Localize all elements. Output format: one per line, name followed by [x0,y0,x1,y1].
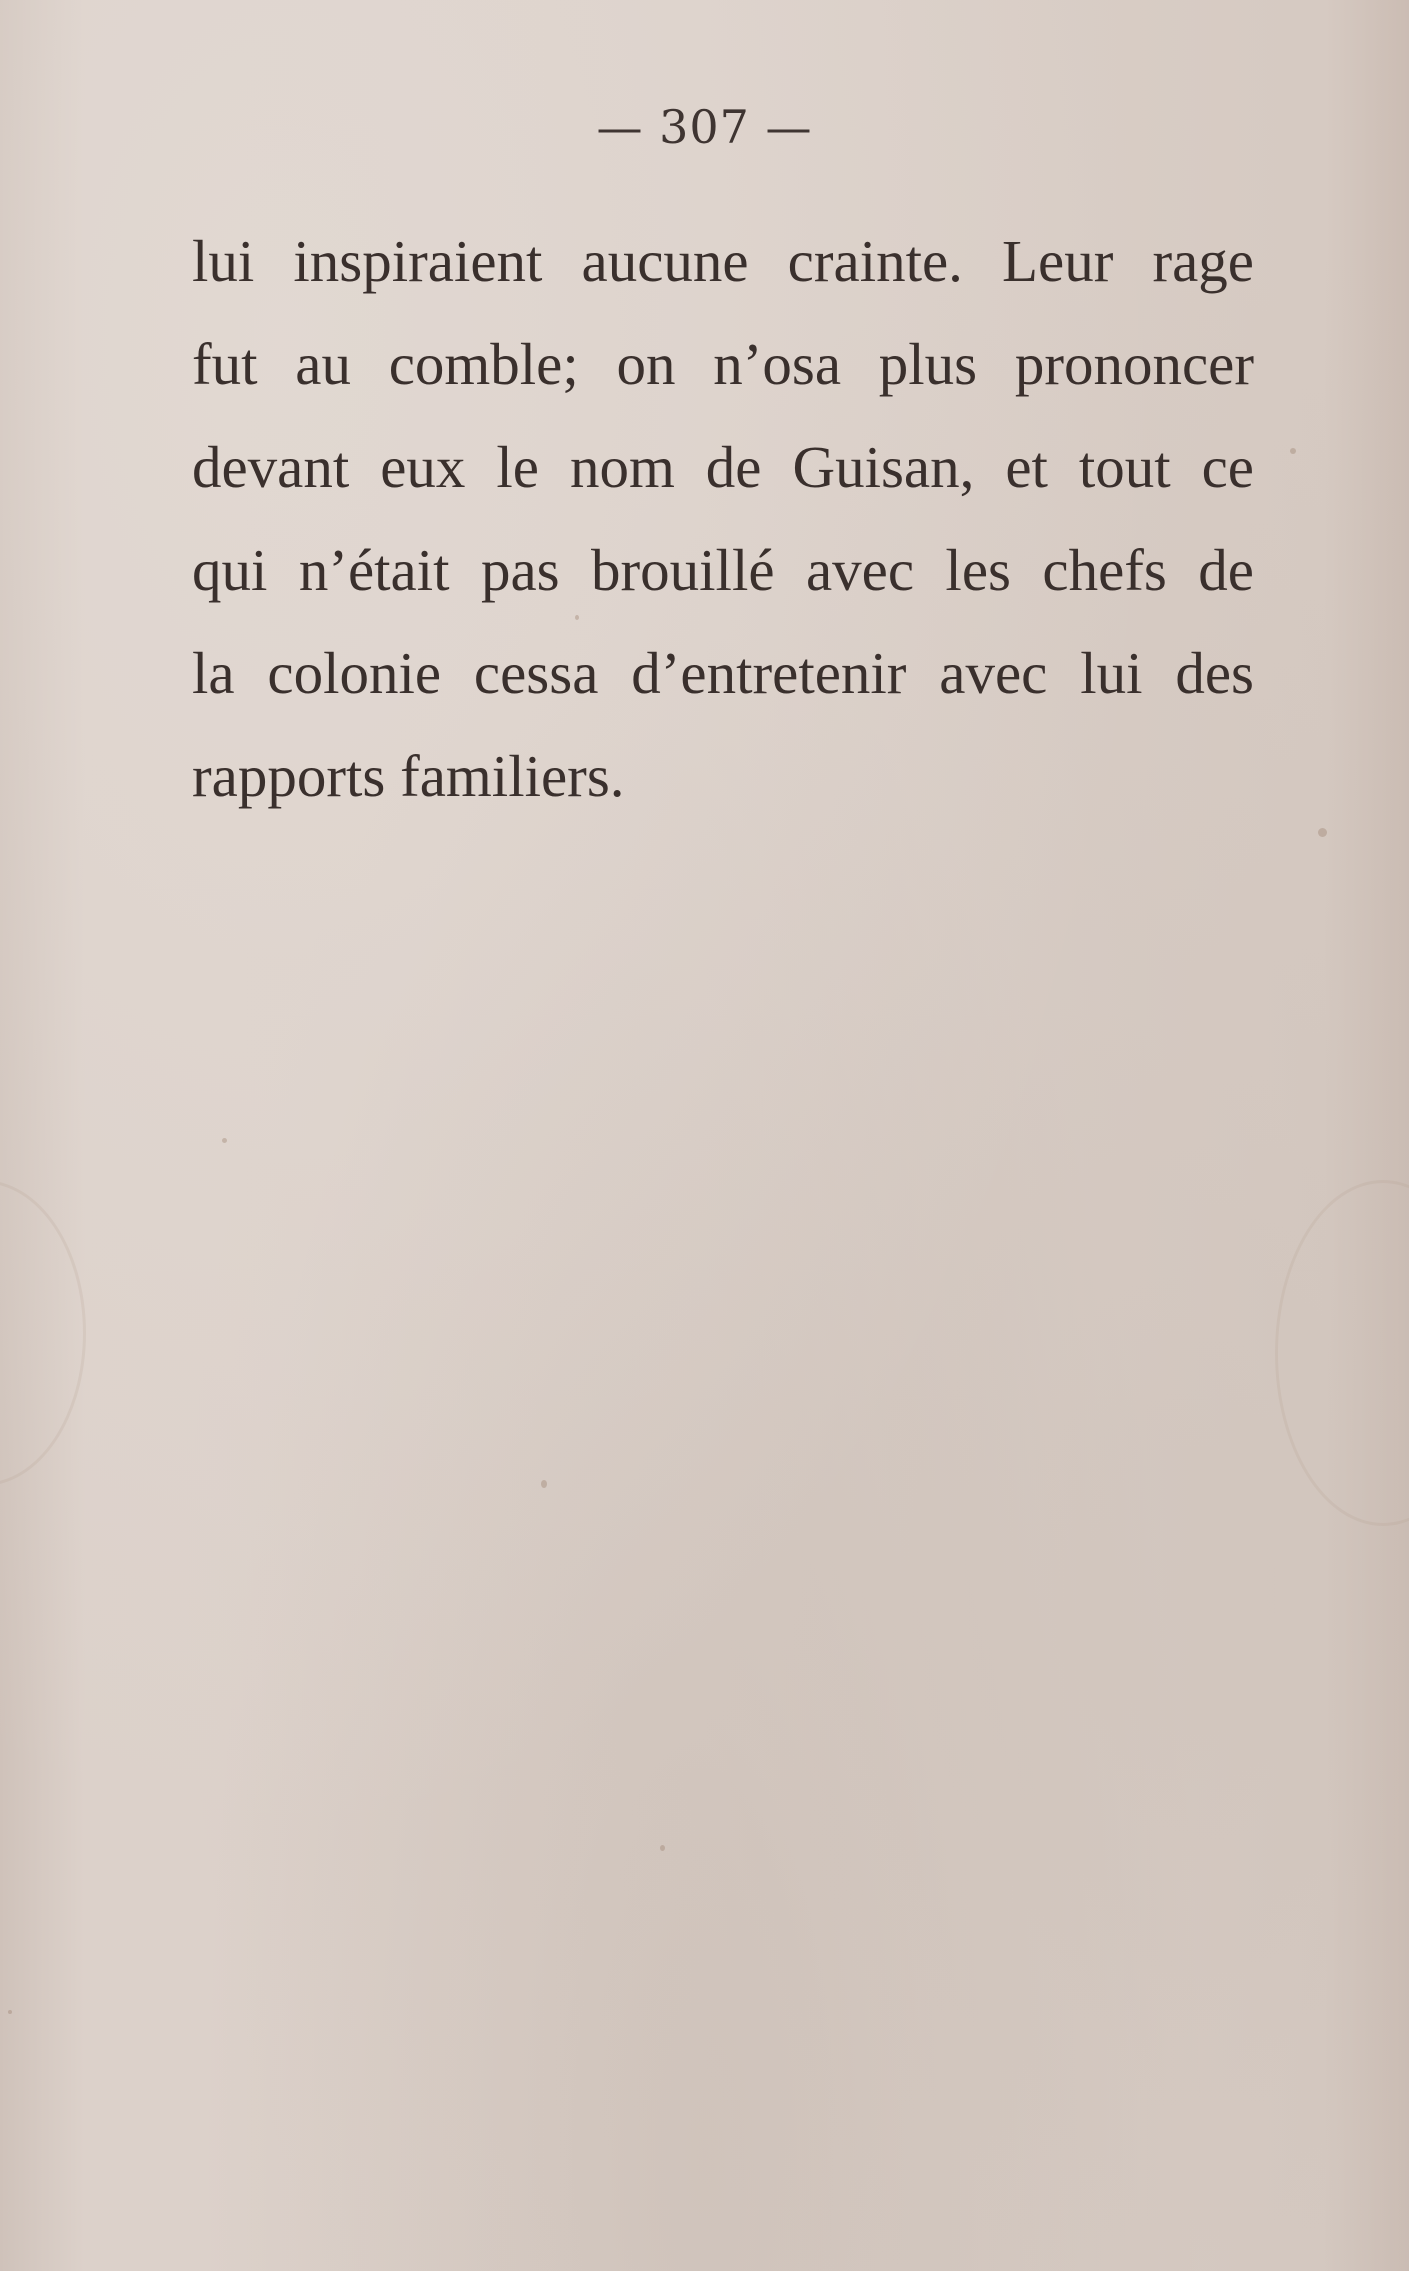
paper-stain [0,1180,86,1486]
paper-speck [222,1138,227,1143]
text-line: qui n’était pas brouillé avec les chefs de [192,537,1254,603]
paper-speck [541,1480,547,1488]
text-line: lui inspiraient aucune crainte. Leur rage [192,228,1254,294]
page-number: — 307 — [596,100,813,154]
paper-speck [660,1845,665,1851]
paper-speck [1318,828,1327,837]
body-text [192,222,1254,840]
paper-speck [8,2010,12,2014]
text-line: fut au comble; on n’osa plus prononcer [192,331,1254,397]
text-line: la colonie cessa d’entretenir avec lui des [192,640,1254,706]
text-line: rapports familiers. [192,743,625,809]
text-line: devant eux le nom de Guisan, et tout ce [192,434,1254,500]
paper-stain [1275,1180,1409,1526]
paper-speck [1290,448,1296,454]
